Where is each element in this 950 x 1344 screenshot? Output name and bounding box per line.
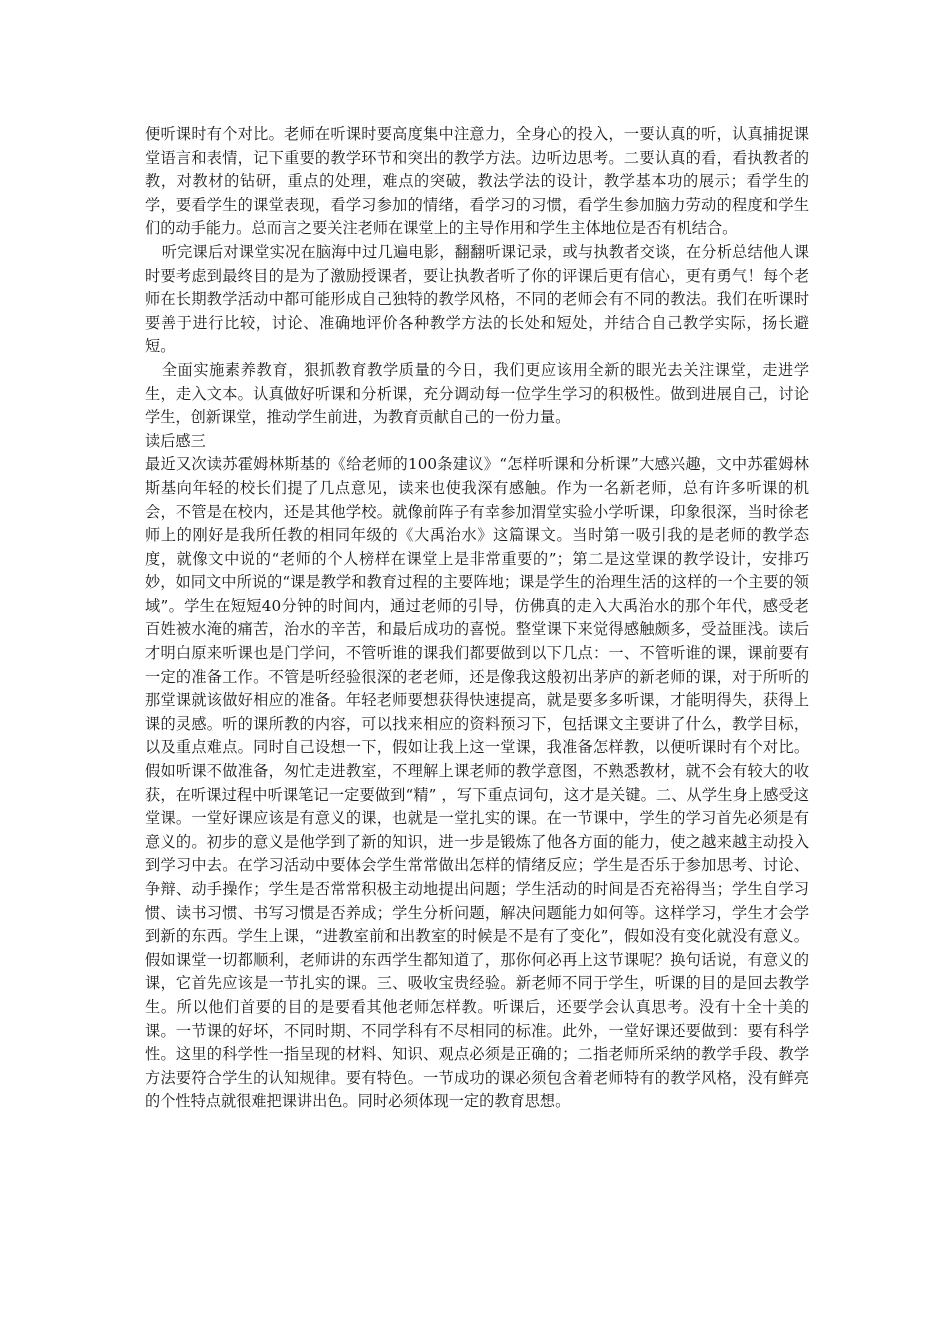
paragraph-3: 全面实施素养教育，狠抓教育教学质量的今日，我们更应该用全新的眼光去关注课堂，走进学生，走入文本。认真做好听课和分析课，充分调动每一位学生学习的积极性。做到进展自己，讨论学生，创新课堂，推动学生前进，为教育贡献自己的一份力量。 bbox=[145, 360, 809, 427]
paragraph-2: 听完课后对课堂实况在脑海中过几遍电影，翻翻听课记录，或与执教者交谈，在分析总结他人课时要考虑到最终目的是为了激励授课者，要让执教者听了你的评课后更有信心，更有勇气！每个老师在长期教学活动中都可能形成自己独特的教学风格，不同的老师会有不同的教法。我们在听课时要善于进行比较，讨论、准确地评价各种教学方法的长处和短处，并结合自己教学实际，扬长避短。 bbox=[145, 242, 809, 356]
section-title: 读后感三 bbox=[145, 431, 206, 450]
paragraph-1: 便听课时有个对比。老师在听课时要高度集中注意力，全身心的投入，一要认真的听，认真捕捉课堂语言和表情，记下重要的教学环节和突出的教学方法。边听边思考。二要认真的看，看执教者的教，对教材的钻研，重点的处理，难点的突破，教法学法的设计，教学基本功的展示；看学生的学，要看学生的课堂表现，看学习参加的情绪，看学习的习惯，看学生参加脑力劳动的程度和学生们的动手能力。总而言之要关注老师在课堂上的主导作用和学生主体地位是否有机结合。 bbox=[145, 125, 809, 238]
section-paragraph: 最近又次读苏霍姆林斯基的《给老师的100条建议》“怎样听课和分析课”大感兴趣，文中苏霍姆林斯基向年轻的校长们提了几点意见，读来也使我深有感触。作为一名新老师，总有许多听课的机会，不管是在校内，还是其他学校。就像前阵子有幸参加渭堂实验小学听课，印象很深，当时徐老师上的刚好是我所任教的相同年级的《大禹治水》这篇课文。当时第一吸引我的是老师的教学态度，就像文中说的“老师的个人榜样在课堂上是非常重要的”；第二是这堂课的教学设计，安排巧妙，如同文中所说的“课是教学和教育过程的主要阵地；课是学生的治理生活的这样的一个主要的领域”。学生在短短40分钟的时间内，通过老师的引导，仿佛真的走入大禹治水的那个年代，感受老百姓被水淹的痛苦，治水的辛苦，和最后成功的喜悦。整堂课下来觉得感触颇多，受益匪浅。读后才明白原来听课也是门学问，不管听谁的课我们都要做到以下几点：一、不管听谁的课，课前要有一定的准备工作。不管是听经验很深的老老师，还是像我这般初出茅庐的新老师的课，对于所听的那堂课就该做好相应的准备。年轻老师要想获得快速提高，就是要多多听课，才能明得失，获得上课的灵感。听的课所教的内容，可以找来相应的资料预习下，包括课文主要讲了什么，教学目标，以及重点难点。同时自己设想一下，假如让我上这一堂课，我准备怎样教，以便听课时有个对比。假如听课不做准备，匆忙走进教室，不理解上课老师的教学意图，不熟悉教材，就不会有较大的收获，在听课过程中听课笔记一定要做到“精” ，写下重点词句，这才是关键。二、从学生身上感受这堂课。一堂好课应该是有意义的课，也就是一堂扎实的课。在一节课中，学生的学习首先必须是有意义的。初步的意义是他学到了新的知识，进一步是锻炼了他各方面的能力，使之越来越主动投入到学习中去。在学习活动中要体会学生常常做出怎样的情绪反应；学生是否乐于参加思考、讨论、争辩、动手操作；学生是否常常积极主动地提出问题；学生活动的时间是否充裕得当；学生自学习惯、读书习惯、书写习惯是否养成；学生分析问题，解决问题能力如何等。这样学习，学生才会学到新的东西。学生上课，“进教室前和出教室的时候是不是有了变化”，假如没有变化就没有意义。假如课堂一切都顺利，老师讲的东西学生都知道了，那你何必再上这节课呢？换句话说，有意义的课，它首先应该是一节扎实的课。三、吸收宝贵经验。新老师不同于学生，听课的目的是回去教学生。所以他们首要的目的是要看其他老师怎样教。听课后，还要学会认真思考。没有十全十美的课。一节课的好坏，不同时期、不同学科有不尽相同的标准。此外，一堂好课还要做到：要有科学性。这里的科学性一指呈现的材料、知识、观点必须是正确的；二指老师所采纳的教学手段、教学方法要符合学生的认知规律。要有特色。一节成功的课必须包含着老师特有的教学风格，没有鲜亮的个性特点就很难把课讲出色。同时必须体现一定的教育思想。 bbox=[145, 455, 809, 1111]
document-page bbox=[145, 123, 809, 1114]
